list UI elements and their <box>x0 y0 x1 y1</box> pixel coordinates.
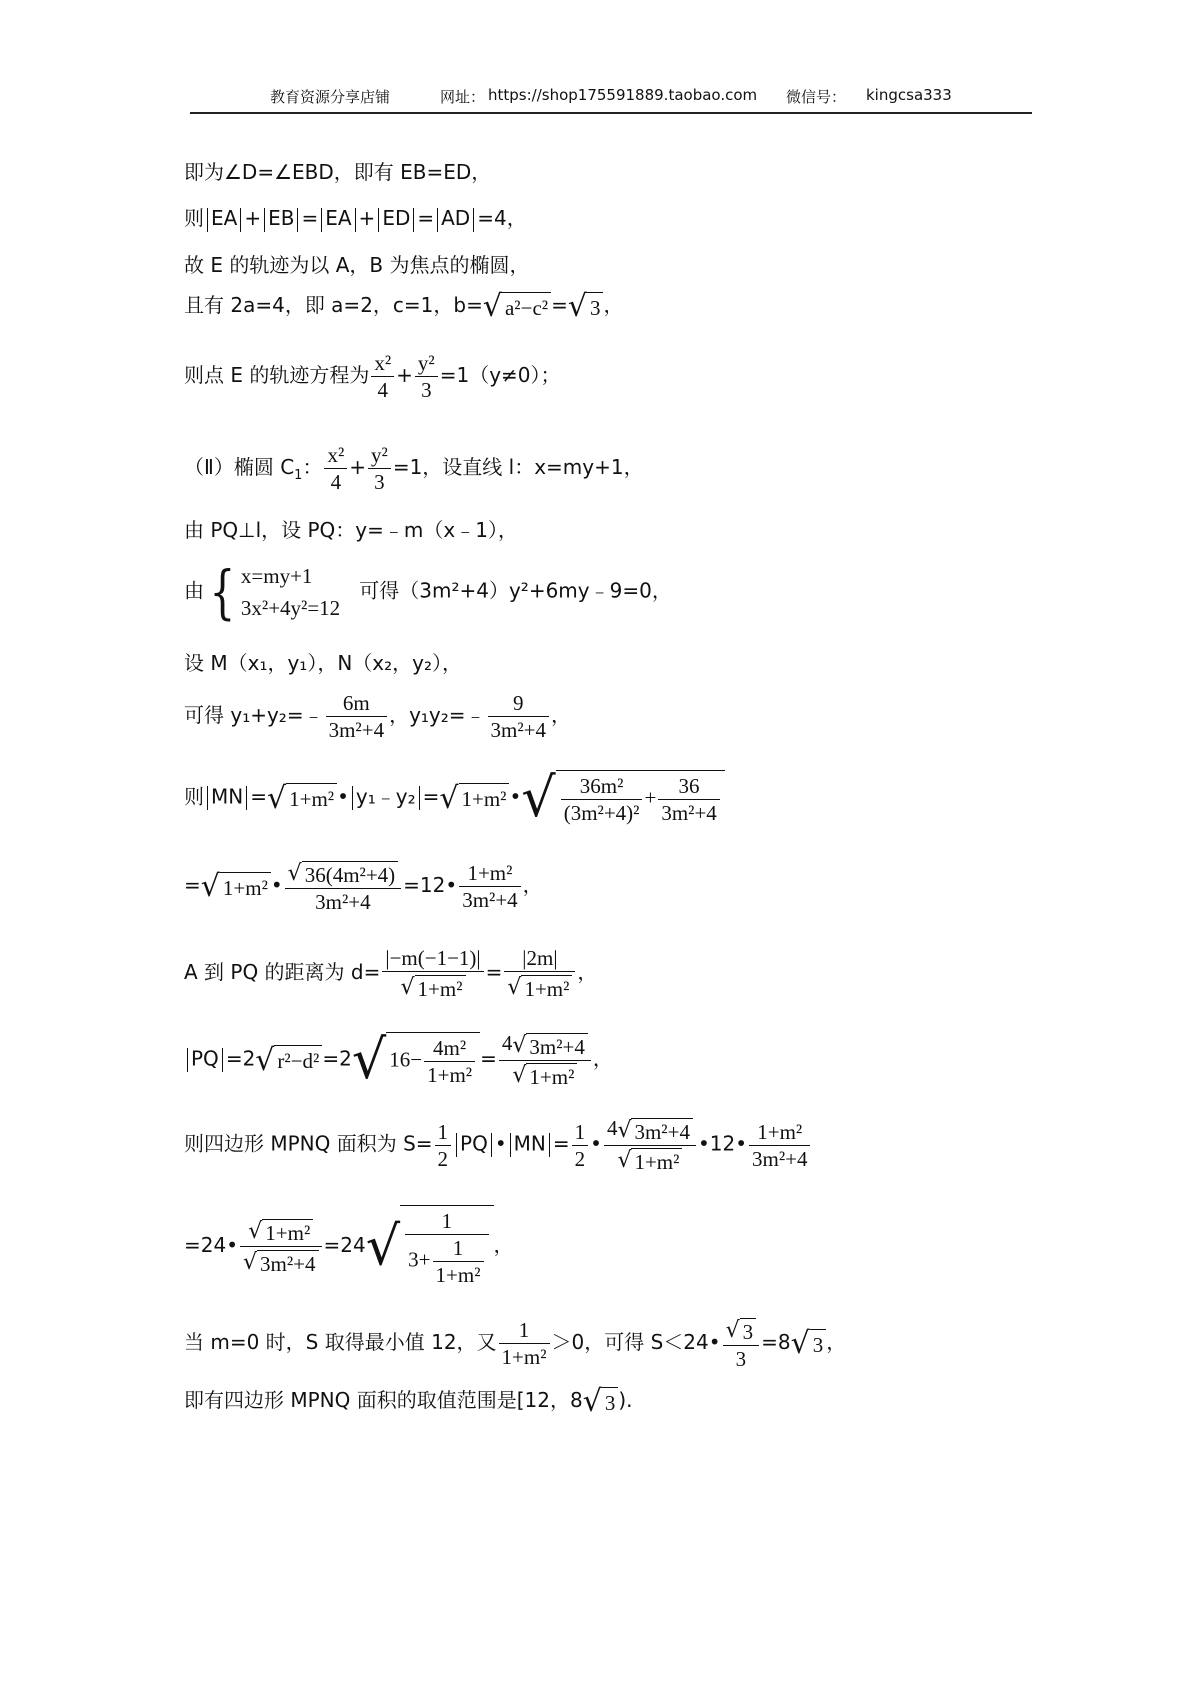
line-7: 由 PQ⊥l，设 PQ：y=﹣m（x﹣1）， <box>184 518 518 542</box>
line-2: 则 EA + EB = EA + ED = AD =4， <box>184 206 527 230</box>
line-1: 即为∠D=∠EBD，即有 EB=ED， <box>184 160 492 184</box>
line-13: A 到 PQ 的距离为 d= $\frac{|-m(-1-1)|}{\text{√ 1+m²}}$ = $\frac{|2m|}{\text{√ 1+m²}}$ ， <box>184 946 598 1001</box>
line-17: 当 m=0 时，S 取得最小值 12，又 $\frac{1}{\text{1+m²}}$ ＞0，可得 S＜24• $\frac{√ 3}{3}$ =8√ 3 ， <box>184 1315 846 1372</box>
line-18: 即有四边形 MPNQ 面积的取值范围是[12，8√ 3 ). <box>184 1384 633 1420</box>
shop-name: 教育资源分享店铺 <box>270 88 391 106</box>
line-11: 则 MN =√ 1+m² • y₁﹣y₂ =√ 1+m² •√ $\frac{\text{36m²}}{\text{(3m²+4)²}}$ + $\frac{36}{\text{3m²+4}}$ <box>184 770 725 826</box>
line-5: 则点 E 的轨迹方程为 $\frac{\text{x²}}{4}$ + $\frac{\text{y²}}{3}$ =1（y≠0）； <box>184 351 561 402</box>
wechat-id: kingcsa333 <box>866 86 952 104</box>
line-8: 由{ x=my+1 3x²+4y²=12 可得（3m²+4）y²+6my﹣9=0， <box>184 558 672 626</box>
line-9: 设 M（x₁，y₁），N（x₂，y₂）， <box>184 651 462 675</box>
wechat-label: 微信号： <box>786 88 847 106</box>
line-12: =√ 1+m² • $\frac{\text{√ 36(4m²+4)}}{\text{3m²+4}}$ =12• $\frac{\text{1+m²}}{\text{3m²+4}}$ ， <box>184 858 543 915</box>
url-text: https://shop175591889.taobao.com <box>488 86 758 104</box>
line-10: 可得 y₁+y₂=﹣ $\frac{6m}{\text{3m²+4}}$ ，y₁y₂=﹣ $\frac{9}{\text{3m²+4}}$ ， <box>184 691 572 742</box>
url-label: 网址： <box>440 88 486 106</box>
line-3: 故 E 的轨迹为以 A，B 为焦点的椭圆， <box>184 253 530 277</box>
line-6: （Ⅱ）椭圆 $C_1$： $\frac{\text{x²}}{4}$ + $\frac{\text{y²}}{3}$ =1，设直线 l：x=my+1， <box>184 443 644 494</box>
line-14: PQ =2√ r²−d² =2√ 16− $\frac{\text{4m²}}{\text{1+m²}}$ = $\frac{\text{4√ 3m²+4}}{\text{√ 1+m²}}$ ， <box>184 1030 613 1090</box>
page-header <box>190 82 1032 114</box>
line-15: 则四边形 MPNQ 面积为 S= $\frac{1}{2}$ PQ • MN = $\frac{1}{2}$ • $\frac{\text{4√ 3m²+4}}{\text{√ 1+m²}}$ •12• $\frac{\text{1+m²}}{\text{3m²+4}}$ <box>184 1115 812 1175</box>
line-4: 且有 2a=4，即 a=2，c=1，b=√ a²−c² =√ 3 ， <box>184 289 624 325</box>
line-16: =24• $\frac{\text{√ 1+m²}}{\text{√ 3m²+4}}$ =24√ 1 3+ $\frac{1}{\text{1+m²}}$ ， <box>184 1205 514 1288</box>
